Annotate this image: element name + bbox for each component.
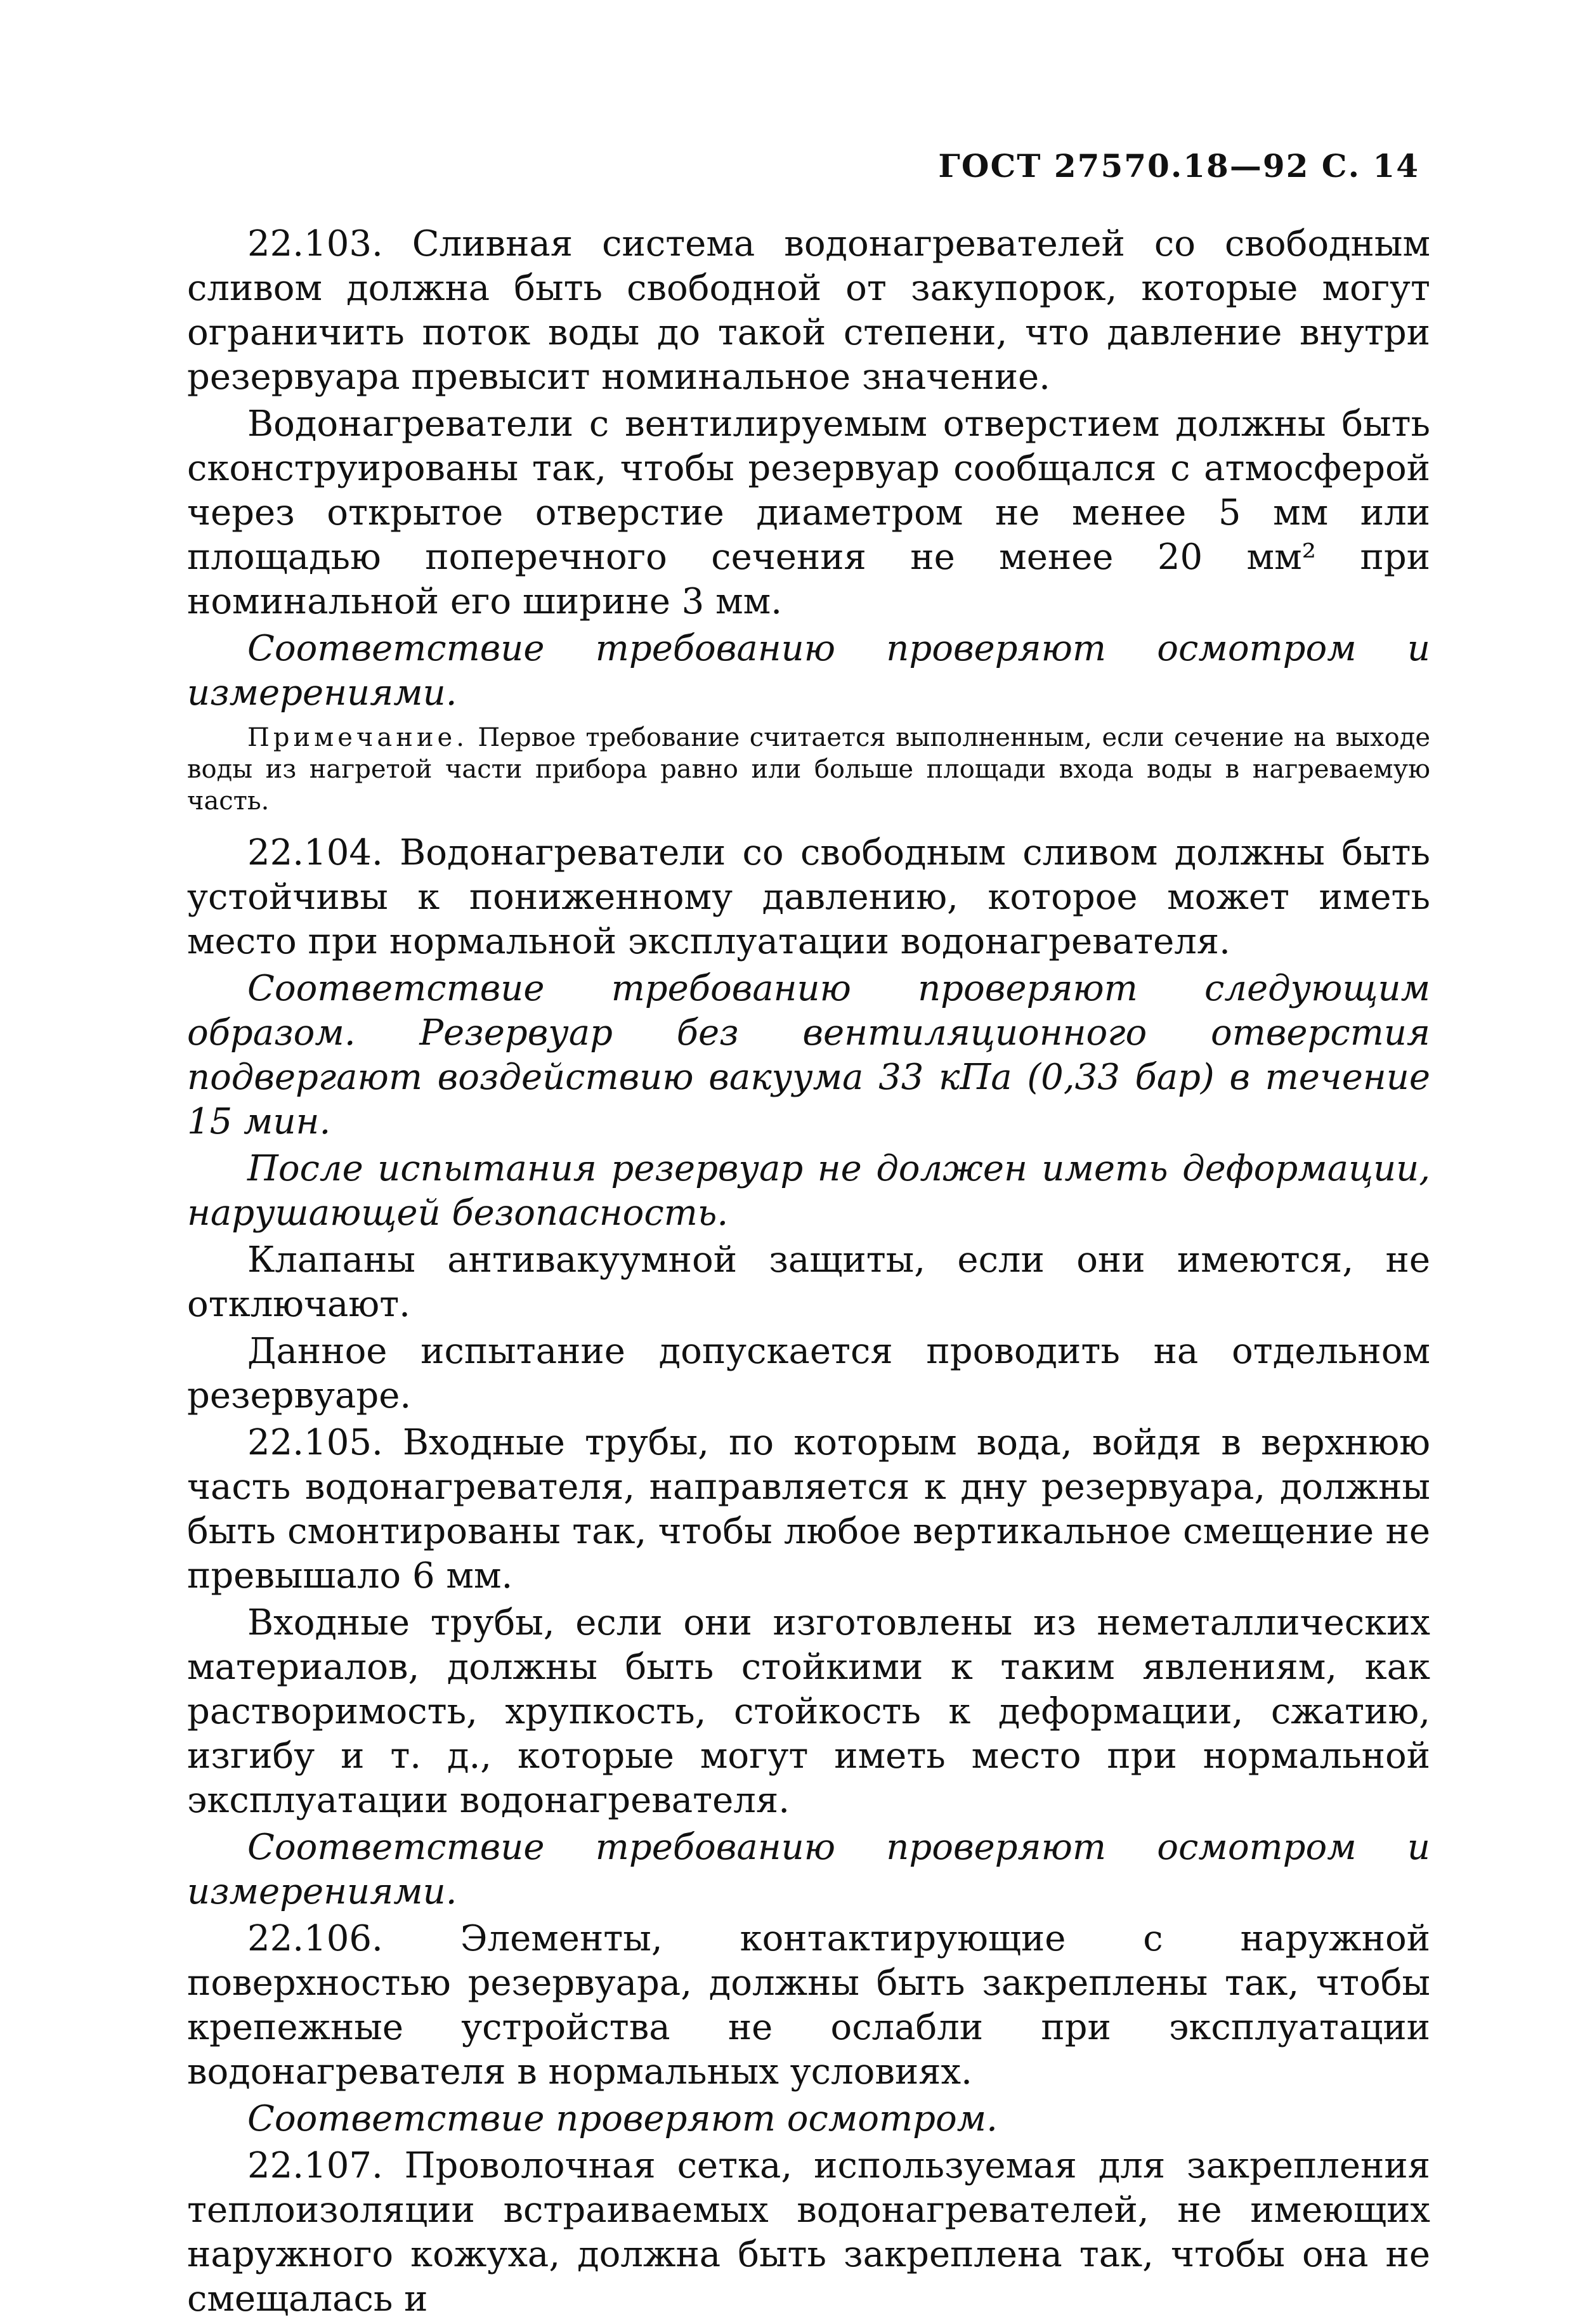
compliance-check: После испытания резервуар не должен иметь деформации, нарушающей безопасность. — [187, 1148, 1430, 1234]
paragraph-vent: Водонагреватели с вентилируемым отверстием должны быть сконструированы так, чтобы резервуар сообщался с атмосферой через открытое отверстие диаметром не менее 5 мм или площадью поперечного сечения не менее 20 мм² при номинальной его ширине 3 мм. — [187, 403, 1430, 622]
document-body — [187, 222, 1430, 2324]
note-text: Первое требование считается выполненным, если сечение на выходе воды из нагретой части прибора равно или больше площади входа воды в нагреваемую часть. — [187, 723, 1430, 816]
note — [187, 722, 1430, 817]
compliance-check: Соответствие требованию проверяют следующим образом. Резервуар без вентиляционного отверстия подвергают воздействию вакуума 33 кПа (0,33 бар) в течение 15 мин. — [187, 968, 1430, 1142]
compliance-check: Соответствие проверяют осмотром. — [247, 2098, 998, 2139]
paragraph-22-107: 22.107. Проволочная сетка, используемая для закрепления теплоизоляции встраиваемых водонагревателей, не имеющих наружного кожуха, должна быть закреплена так, чтобы она не смещалась и — [187, 2145, 1430, 2320]
paragraph-valves: Клапаны антивакуумной защиты, если они имеются, не отключают. — [187, 1239, 1430, 1325]
paragraph-22-104: 22.104. Водонагреватели со свободным сливом должны быть устойчивы к пониженному давлению, которое может иметь место при нормальной эксплуатации водонагревателя. — [187, 832, 1430, 962]
paragraph-separate-test: Данное испытание допускается проводить на отдельном резервуаре. — [187, 1331, 1430, 1416]
paragraph-inlet-pipes: Входные трубы, если они изготовлены из неметаллических материалов, должны быть стойкими к таким явлениям, как растворимость, хрупкость, стойкость к деформации, сжатию, изгибу и т. д., которые могут иметь место при нормальной эксплуатации водонагревателя. — [187, 1602, 1430, 1821]
paragraph-22-103: 22.103. Сливная система водонагревателей со свободным сливом должна быть свободной от закупорок, которые могут ограничить поток воды до такой степени, что давление внутри резервуара превысит номинальное значение. — [187, 223, 1430, 398]
paragraph-22-106: 22.106. Элементы, контактирующие с наружной поверхностью резервуара, должны быть закреплены так, чтобы крепежные устройства не ослабли при эксплуатации водонагревателя в нормальных условиях. — [187, 1918, 1430, 2092]
compliance-check: Соответствие требованию проверяют осмотром и измерениями. — [187, 628, 1430, 714]
note-label: Примечание. — [247, 723, 468, 752]
paragraph-22-105: 22.105. Входные трубы, по которым вода, войдя в верхнюю часть водонагревателя, направляется к дну резервуара, должны быть смонтированы так, чтобы любое вертикальное смещение не превышало 6 мм. — [187, 1422, 1430, 1596]
compliance-check: Соответствие требованию проверяют осмотром и измерениями. — [187, 1827, 1430, 1912]
page-header: ГОСТ 27570.18—92 С. 14 — [938, 147, 1419, 185]
